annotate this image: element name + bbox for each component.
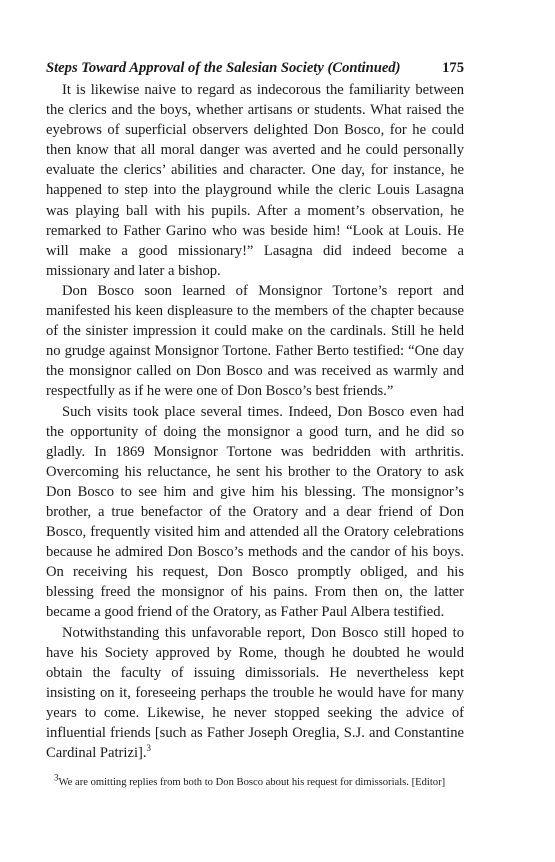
book-page (46, 58, 464, 790)
running-title: Steps Toward Approval of the Salesian Society (Continued) (46, 60, 401, 76)
footnote-marker: 3 (54, 772, 59, 783)
paragraph-4-text: Notwithstanding this unfavorable report, Don Bosco still hoped to have his Society approved by Rome, though he doubted he would obtain the faculty of issuing dimissorials. He nevertheless kept insisting on it, foreseeing perhaps the trouble he would have for many years to come. Likewise, he never stopped seeking the advice of influential friends [such as Father Joseph Oreglia, S.J. and Constantine Cardinal Patrizi]. (46, 624, 464, 762)
page-number: 175 (442, 60, 464, 76)
paragraph-3: Such visits took place several times. Indeed, Don Bosco even had the opportunity of doing the monsignor a good turn, and he did so gladly. In 1869 Monsignor Tortone was bedridden with arthritis. Overcoming his reluctance, he sent his brother to the Oratory to ask Don Bosco to see him and give him his blessing. The monsignor’s brother, a true benefactor of the Oratory and a dear friend of Don Bosco, frequently visited him and attended all the Oratory celebrations because he admired Don Bosco’s methods and the candor of his boys. On receiving his request, Don Bosco promptly obliged, and his blessing freed the monsignor of his pains. From then on, the latter became a good friend of the Oratory, as Father Paul Albera testified. (46, 403, 464, 621)
paragraph-1: It is likewise naive to regard as indecorous the familiarity between the clerics and the boys, whether artisans or students. What raised the eyebrows of superficial observers delighted Don Bosco, for he could then know that all moral danger was averted and he could personally evaluate the clerics’ abilities and character. One day, for instance, he happened to step into the playground while the cleric Louis Lasagna was playing ball with his pupils. After a moment’s observation, he remarked to Father Garino who was beside him! “Look at Louis. He will make a good missionary!” Lasagna did indeed become a missionary and later a bishop. (46, 82, 464, 279)
paragraph-4 (46, 623, 464, 764)
running-head (46, 58, 464, 78)
footnote-text: We are omitting replies from both to Don Bosco about his request for dimissorials. [Editor] (58, 777, 446, 789)
paragraph-2: Don Bosco soon learned of Monsignor Tortone’s report and manifested his keen displeasure to the members of the chapter because of the sinister impression it could make on the cardinals. Still he held no grudge against Monsignor Tortone. Father Berto testified: “One day the monsignor called on Don Bosco and was received as warmly and respectfully as if he were one of Don Bosco’s best friends.” (46, 282, 464, 400)
footnote (46, 772, 464, 790)
footnote-reference: 3 (146, 743, 152, 754)
